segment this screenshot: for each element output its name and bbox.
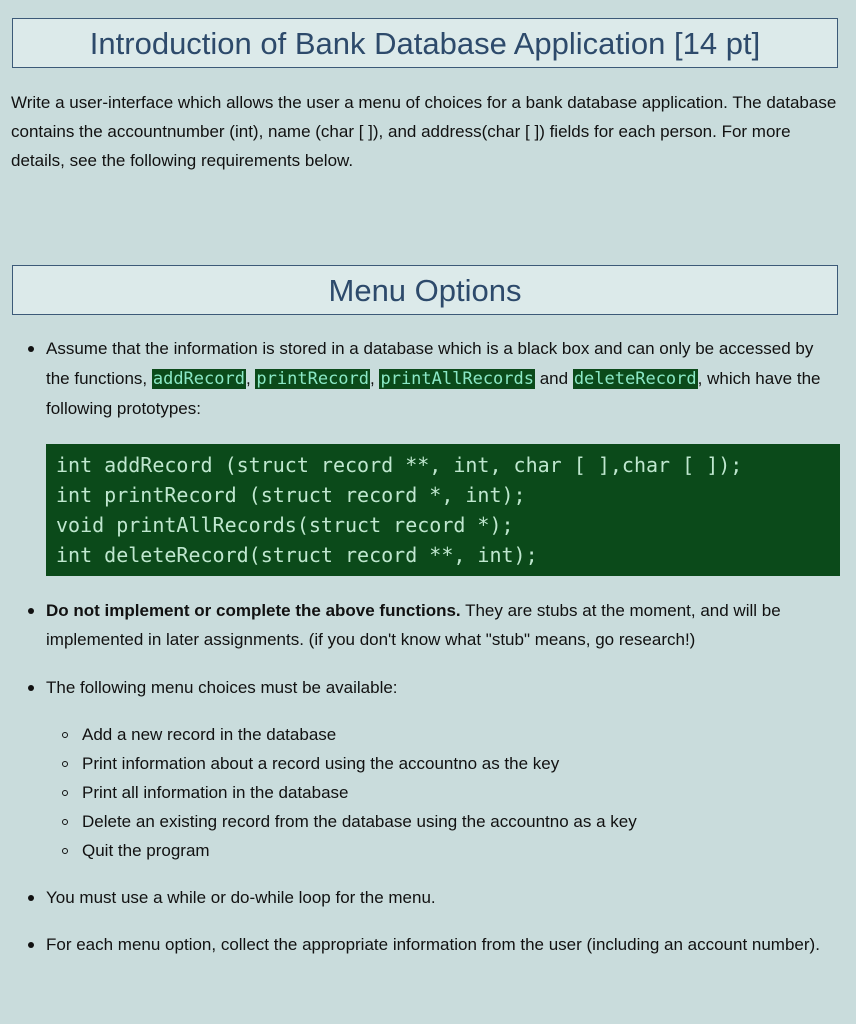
list-item-text: Quit the program [82, 841, 210, 860]
text: For each menu option, collect the appropriate information from the user (including an account number). [46, 935, 820, 954]
bullet-icon [28, 685, 34, 691]
list-item-stubs [0, 596, 841, 654]
bullet-icon [28, 608, 34, 614]
sep: , [370, 369, 380, 388]
list-item [46, 807, 841, 836]
circle-bullet-icon [62, 732, 68, 738]
section-title-menu-options: Menu Options [12, 265, 838, 315]
and-text: and [535, 369, 573, 388]
fn-printrecord: printRecord [256, 369, 370, 389]
text: You must use a while or do-while loop for the menu. [46, 888, 436, 907]
list-item [46, 836, 841, 865]
list-item-text: Print all information in the database [82, 783, 349, 802]
bold-text: Do not implement or complete the above functions. [46, 601, 461, 620]
menu-choices-list [46, 720, 841, 865]
sep: , [245, 369, 256, 388]
fn-deleterecord: deleteRecord [573, 369, 697, 389]
fn-printallrecords: printAllRecords [380, 369, 534, 389]
list-item-text: Add a new record in the database [82, 725, 337, 744]
intro-paragraph: Write a user-interface which allows the user a menu of choices for a bank database application. The database contains the accountnumber (int), name (char [ ]), and address(char [ ]) fields for each person. For more details, see the following requirements below. [11, 93, 837, 170]
circle-bullet-icon [62, 761, 68, 767]
bullet-icon [28, 895, 34, 901]
fn-addrecord: addRecord [152, 369, 245, 389]
circle-bullet-icon [62, 819, 68, 825]
list-item-text: Print information about a record using the accountno as the key [82, 754, 560, 773]
circle-bullet-icon [62, 848, 68, 854]
list-item [46, 720, 841, 749]
list-item [46, 749, 841, 778]
code-block [46, 444, 840, 576]
circle-bullet-icon [62, 790, 68, 796]
list-item [46, 778, 841, 807]
list-item-text: Delete an existing record from the database using the accountno as a key [82, 812, 637, 831]
bullet-icon [28, 942, 34, 948]
list-item-loop [0, 883, 841, 912]
text: Assume that the information is stored in a database which is a black box and can only be accessed by the functions, [46, 339, 814, 388]
text: They are stubs at the moment, and will be implemented in later assignments. (if you don't know what "stub" means, go research!) [46, 601, 781, 649]
text: , which have the following prototypes: [46, 369, 821, 418]
page-title: Introduction of Bank Database Application [14 pt] [12, 18, 838, 68]
text: The following menu choices must be available: [46, 678, 398, 697]
code-line: void printAllRecords(struct record *); [56, 513, 514, 537]
list-item-functions [0, 334, 841, 576]
requirements-list [0, 334, 856, 959]
list-item-menu-choices [0, 673, 841, 865]
code-line: int printRecord (struct record *, int); [56, 483, 526, 507]
bullet-icon [28, 346, 34, 352]
list-item-collect-info [0, 930, 841, 959]
code-line: int addRecord (struct record **, int, char [ ],char [ ]); [56, 453, 743, 477]
code-line: int deleteRecord(struct record **, int); [56, 543, 538, 567]
